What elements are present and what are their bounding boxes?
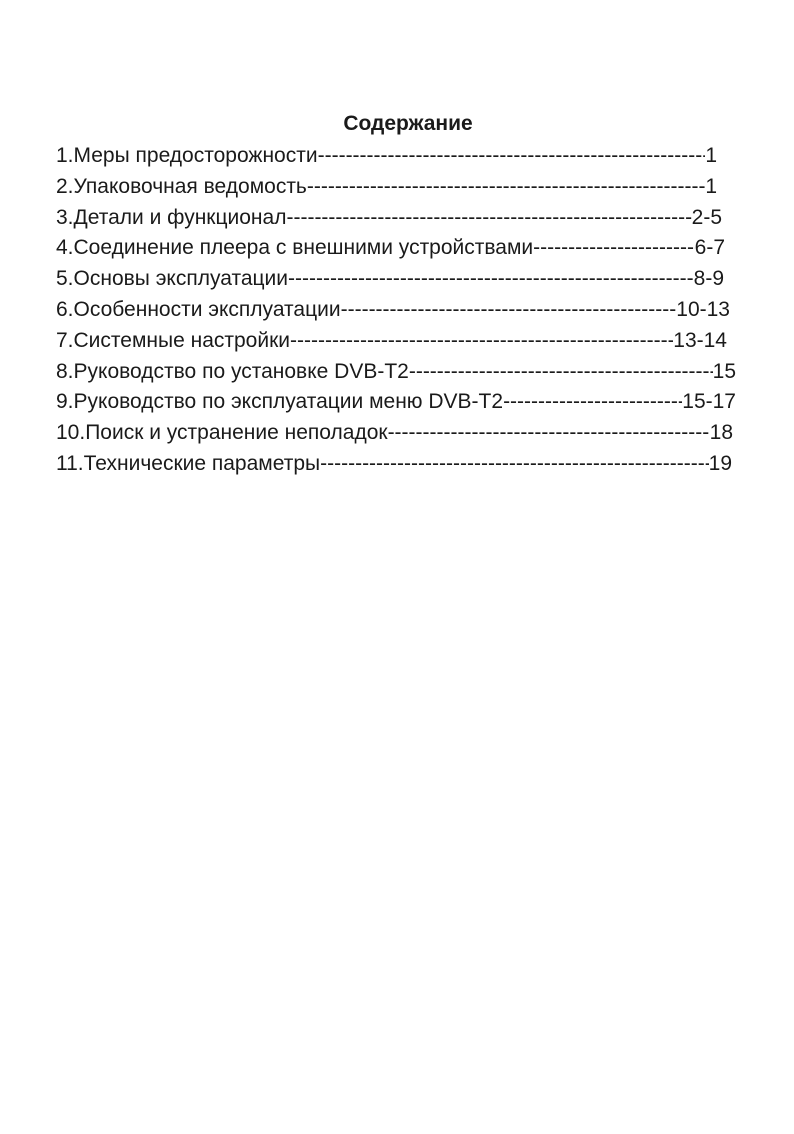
toc-dot-leader — [288, 264, 694, 295]
toc-entry-label: 11.Технические параметры — [56, 451, 321, 475]
toc-entry-label: 2.Упаковочная ведомость — [56, 174, 307, 198]
toc-entry-label: 7.Системные настройки — [56, 328, 291, 352]
toc-dot-leader — [286, 203, 691, 234]
toc-dot-leader — [320, 449, 709, 480]
toc-dot-leader — [409, 357, 713, 388]
toc-entry-page: 15-17 — [682, 390, 736, 414]
toc-entry-page: 1 — [705, 174, 717, 198]
toc-entry — [56, 203, 722, 234]
toc-entry-label: 9.Руководство по эксплуатации меню DVB-T2 — [56, 390, 504, 414]
toc-dot-leader — [307, 172, 705, 203]
toc-dot-leader — [290, 326, 673, 357]
toc-entry-page: 1 — [705, 144, 717, 167]
toc-entry — [56, 357, 736, 388]
toc-entry-label: 3.Детали и функционал — [56, 205, 287, 229]
toc-entry-page: 15 — [712, 359, 736, 383]
toc-entry-page: 10-13 — [676, 297, 730, 321]
toc-entry — [56, 387, 736, 418]
toc-entry — [56, 233, 725, 264]
toc-dot-leader — [503, 387, 682, 418]
toc-entry-label: 5.Основы эксплуатации — [56, 267, 289, 291]
toc-entry — [56, 449, 732, 480]
toc-entry — [56, 295, 730, 326]
toc-entry-page: 19 — [708, 451, 732, 475]
toc-dot-leader — [341, 295, 677, 326]
toc-entry — [56, 326, 727, 357]
toc-entry — [56, 264, 724, 295]
toc-entry-label: 4.Соединение плеера с внешними устройствами — [56, 236, 534, 260]
toc-entry-page: 2-5 — [691, 205, 722, 229]
page-title: Содержание — [343, 112, 473, 135]
toc-entry-label: 10.Поиск и устранение неполадок — [56, 421, 388, 445]
toc-entry-label: 8.Руководство по установке DVB-T2 — [56, 359, 409, 383]
toc-entry — [56, 141, 717, 172]
toc-entry-page: 6-7 — [694, 236, 725, 260]
table-of-contents — [56, 141, 736, 480]
toc-dot-leader — [388, 418, 710, 449]
toc-entry — [56, 418, 733, 449]
toc-entry-label: 1.Меры предосторожности — [56, 144, 318, 167]
toc-entry-page: 13-14 — [673, 328, 727, 352]
toc-entry-page: 18 — [709, 421, 733, 445]
toc-entry — [56, 172, 717, 203]
toc-entry-label: 6.Особенности эксплуатации — [56, 297, 341, 321]
toc-entry-page: 8-9 — [693, 267, 724, 291]
toc-dot-leader — [318, 141, 706, 172]
toc-dot-leader — [533, 233, 694, 264]
